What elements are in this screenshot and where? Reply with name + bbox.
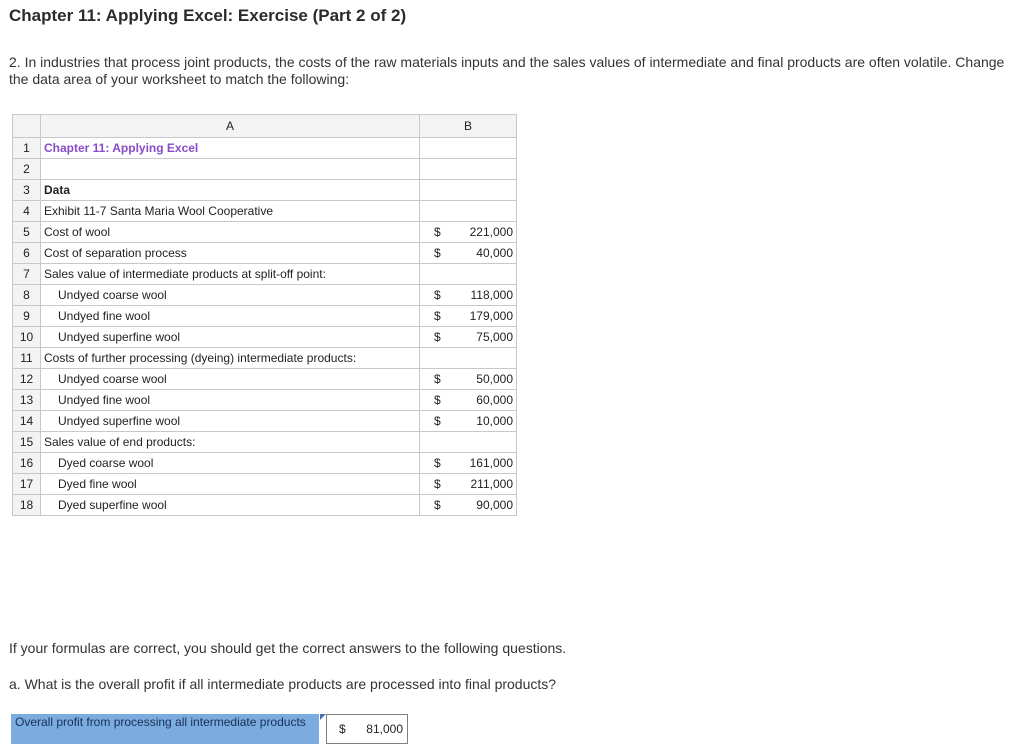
- cell-b[interactable]: [420, 264, 517, 285]
- row-number[interactable]: 3: [13, 180, 41, 201]
- row-number[interactable]: 9: [13, 306, 41, 327]
- cell-a[interactable]: Undyed coarse wool: [41, 285, 420, 306]
- cell-a[interactable]: Exhibit 11-7 Santa Maria Wool Cooperative: [41, 201, 420, 222]
- cell-b[interactable]: [420, 180, 517, 201]
- cell-a[interactable]: Undyed coarse wool: [41, 369, 420, 390]
- column-header-a[interactable]: A: [41, 115, 420, 138]
- row-number[interactable]: 1: [13, 138, 41, 159]
- cell-b[interactable]: [420, 411, 517, 432]
- row-number[interactable]: 18: [13, 495, 41, 516]
- cell-b[interactable]: [420, 474, 517, 495]
- cell-a[interactable]: Undyed fine wool: [41, 390, 420, 411]
- cell-currency: $: [434, 288, 441, 302]
- cell-currency: $: [434, 309, 441, 323]
- row-number[interactable]: 14: [13, 411, 41, 432]
- cell-a[interactable]: Dyed superfine wool: [41, 495, 420, 516]
- question-a: a. What is the overall profit if all intermediate products are processed into final products?: [9, 676, 557, 692]
- cell-a[interactable]: Undyed superfine wool: [41, 327, 420, 348]
- answer-label: Overall profit from processing all intermediate products: [11, 714, 319, 744]
- sheet-row: [13, 222, 517, 243]
- sheet-row: [13, 243, 517, 264]
- sheet-row: [13, 327, 517, 348]
- cell-currency: $: [434, 246, 441, 260]
- cell-value: 10,000: [476, 414, 513, 428]
- cell-b[interactable]: [420, 159, 517, 180]
- sheet-row: [13, 369, 517, 390]
- cell-value: 211,000: [470, 477, 513, 491]
- cell-value: 75,000: [476, 330, 513, 344]
- spreadsheet-table: [12, 114, 517, 516]
- cell-b[interactable]: [420, 327, 517, 348]
- cell-b[interactable]: [420, 432, 517, 453]
- cell-a[interactable]: Dyed coarse wool: [41, 453, 420, 474]
- row-number[interactable]: 13: [13, 390, 41, 411]
- row-number[interactable]: 12: [13, 369, 41, 390]
- sheet-row: [13, 495, 517, 516]
- cell-b[interactable]: [420, 222, 517, 243]
- cell-a[interactable]: Sales value of intermediate products at split-off point:: [41, 264, 420, 285]
- sheet-row: [13, 390, 517, 411]
- sheet-row: [13, 474, 517, 495]
- cell-b[interactable]: [420, 453, 517, 474]
- sheet-row: [13, 411, 517, 432]
- cell-b[interactable]: [420, 138, 517, 159]
- cell-b[interactable]: [420, 306, 517, 327]
- cell-b[interactable]: [420, 495, 517, 516]
- cell-currency: $: [434, 393, 441, 407]
- sheet-row: [13, 159, 517, 180]
- row-number[interactable]: 16: [13, 453, 41, 474]
- cell-value: 60,000: [476, 393, 513, 407]
- followup-note: If your formulas are correct, you should get the correct answers to the following questions.: [9, 640, 567, 656]
- cell-a[interactable]: Data: [41, 180, 420, 201]
- cell-b[interactable]: [420, 390, 517, 411]
- cell-a[interactable]: Undyed superfine wool: [41, 411, 420, 432]
- cell-currency: $: [434, 225, 441, 239]
- cell-b[interactable]: [420, 201, 517, 222]
- sheet-row: [13, 348, 517, 369]
- sheet-row: [13, 432, 517, 453]
- cell-a[interactable]: Cost of wool: [41, 222, 420, 243]
- sheet-row: [13, 285, 517, 306]
- cell-b[interactable]: [420, 369, 517, 390]
- cell-a[interactable]: Dyed fine wool: [41, 474, 420, 495]
- row-number[interactable]: 2: [13, 159, 41, 180]
- row-number[interactable]: 5: [13, 222, 41, 243]
- cell-a[interactable]: Undyed fine wool: [41, 306, 420, 327]
- row-number[interactable]: 15: [13, 432, 41, 453]
- column-header-b[interactable]: B: [420, 115, 517, 138]
- column-header-row: [13, 115, 517, 138]
- row-number[interactable]: 10: [13, 327, 41, 348]
- cell-value: 90,000: [476, 498, 513, 512]
- cell-value: 161,000: [469, 456, 513, 470]
- answer-value: 81,000: [366, 722, 403, 736]
- cell-value: 179,000: [469, 309, 513, 323]
- cell-currency: $: [434, 372, 441, 386]
- sheet-row: [13, 180, 517, 201]
- sheet-row: [13, 138, 517, 159]
- cell-b[interactable]: [420, 243, 517, 264]
- cell-value: 40,000: [476, 246, 513, 260]
- cell-currency: $: [434, 498, 441, 512]
- cell-b[interactable]: [420, 348, 517, 369]
- cell-a[interactable]: Sales value of end products:: [41, 432, 420, 453]
- sheet-row: [13, 201, 517, 222]
- cell-currency: $: [434, 414, 441, 428]
- sheet-row: [13, 306, 517, 327]
- cell-a[interactable]: [41, 159, 420, 180]
- cell-b[interactable]: [420, 285, 517, 306]
- row-number[interactable]: 11: [13, 348, 41, 369]
- cell-currency: $: [434, 477, 441, 491]
- row-number[interactable]: 17: [13, 474, 41, 495]
- cell-value: 50,000: [476, 372, 513, 386]
- cell-value: 118,000: [470, 288, 513, 302]
- corner-cell: [13, 115, 41, 138]
- sheet-body: [13, 138, 517, 516]
- row-number[interactable]: 6: [13, 243, 41, 264]
- cell-currency: $: [434, 456, 441, 470]
- cell-a[interactable]: Cost of separation process: [41, 243, 420, 264]
- sheet-row: [13, 453, 517, 474]
- row-number[interactable]: 4: [13, 201, 41, 222]
- cell-a[interactable]: Chapter 11: Applying Excel: [41, 138, 420, 159]
- question-text: 2. In industries that process joint products, the costs of the raw materials inputs and the sales values of intermediate and final products are often volatile. Change the data area of your worksheet to match the following:: [9, 54, 1005, 87]
- cell-value: 221,000: [469, 225, 513, 239]
- row-number[interactable]: 8: [13, 285, 41, 306]
- answer-input[interactable]: [326, 714, 408, 744]
- page-title: Chapter 11: Applying Excel: Exercise (Part 2 of 2): [9, 6, 407, 25]
- sheet-row: [13, 264, 517, 285]
- answer-currency: $: [339, 722, 346, 736]
- cell-currency: $: [434, 330, 441, 344]
- cell-a[interactable]: Costs of further processing (dyeing) intermediate products:: [41, 348, 420, 369]
- row-number[interactable]: 7: [13, 264, 41, 285]
